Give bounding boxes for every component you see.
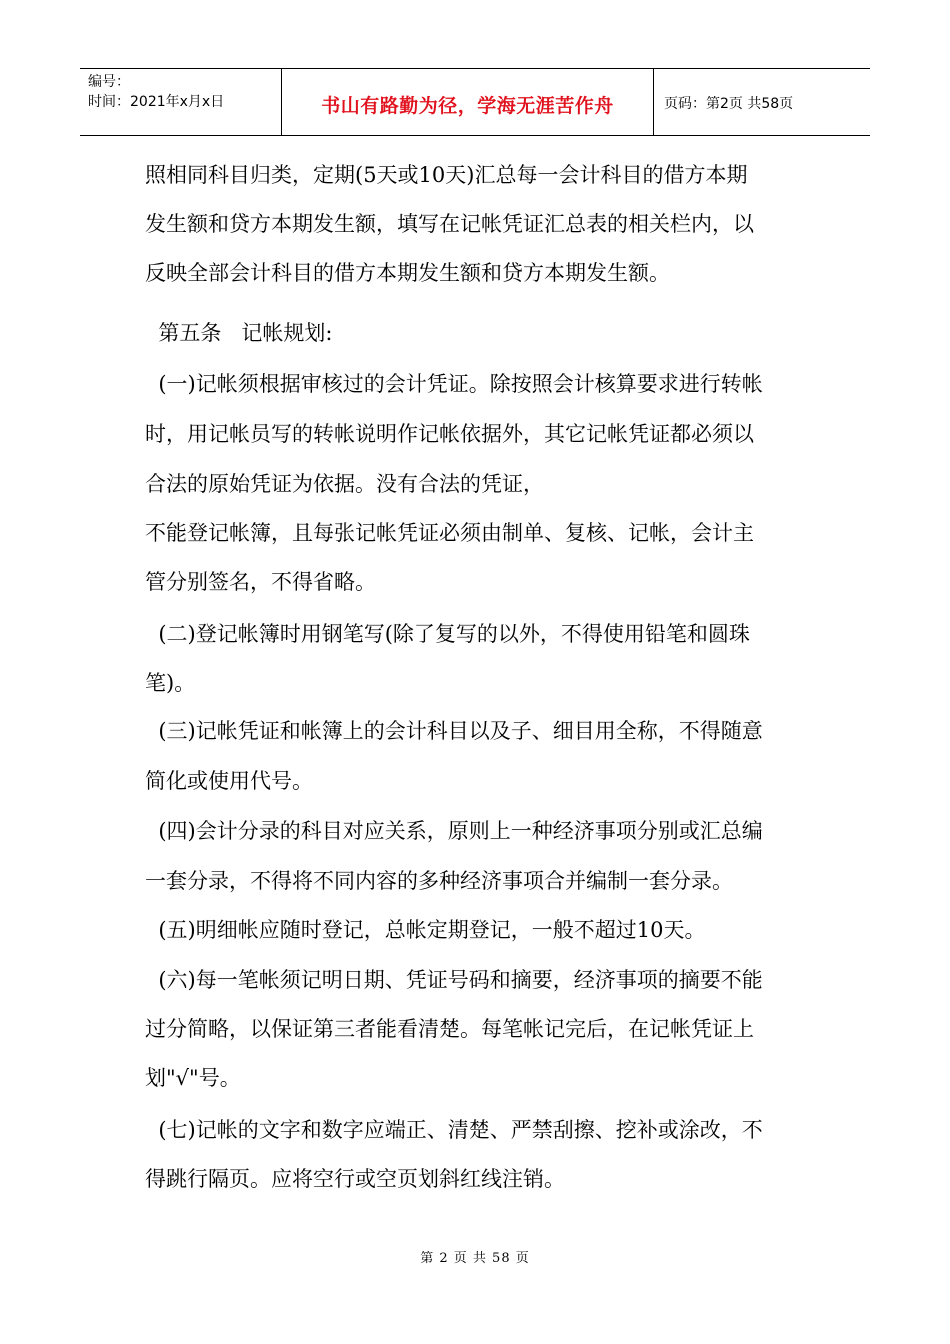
text-line: 时，用记帐员写的转帐说明作记帐依据外，其它记帐凭证都必须以 — [145, 422, 754, 446]
doc-number-label: 编号： — [88, 74, 130, 90]
text-line: 得跳行隔页。应将空行或空页划斜红线注销。 — [145, 1167, 565, 1191]
text-line: (二)登记帐簿时用钢笔写(除了复写的以外，不得使用铅笔和圆珠 — [145, 622, 750, 646]
page-header — [80, 68, 870, 136]
header-page-cell — [654, 69, 870, 135]
text-line: (三)记帐凭证和帐簿上的会计科目以及子、细目用全称，不得随意 — [145, 719, 763, 743]
text-line: 划"√"号。 — [145, 1066, 241, 1090]
text-line: 简化或使用代号。 — [145, 769, 313, 793]
header-motto: 书山有路勤为径，学海无涯苦作舟 — [321, 95, 614, 117]
page-footer: 第 2 页 共 58 页 — [420, 1251, 530, 1266]
text-line: 发生额和贷方本期发生额，填写在记帐凭证汇总表的相关栏内，以 — [145, 212, 754, 236]
text-line: (五)明细帐应随时登记，总帐定期登记，一般不超过10天。 — [145, 918, 706, 942]
text-line: (六)每一笔帐须记明日期、凭证号码和摘要，经济事项的摘要不能 — [145, 968, 763, 992]
text-line: 不能登记帐簿，且每张记帐凭证必须由制单、复核、记帐，会计主 — [145, 521, 754, 545]
text-line: 照相同科目归类，定期(5天或10天)汇总每一会计科目的借方本期 — [145, 163, 748, 187]
text-line: 笔)。 — [145, 671, 196, 695]
text-line: 过分简略，以保证第三者能看清楚。每笔帐记完后，在记帐凭证上 — [145, 1017, 754, 1041]
header-meta-cell — [80, 69, 282, 135]
header-motto-cell — [282, 69, 654, 135]
section-heading: 第五条 记帐规划: — [145, 321, 333, 345]
text-line: 一套分录，不得将不同内容的多种经济事项合并编制一套分录。 — [145, 869, 733, 893]
text-line: (四)会计分录的科目对应关系，原则上一种经济事项分别或汇总编 — [145, 819, 763, 843]
text-line: 反映全部会计科目的借方本期发生额和贷方本期发生额。 — [145, 261, 670, 285]
text-line: (一)记帐须根据审核过的会计凭证。除按照会计核算要求进行转帐 — [145, 372, 763, 396]
text-line: 管分别签名，不得省略。 — [145, 570, 376, 594]
text-line: (七)记帐的文字和数字应端正、清楚、严禁刮擦、挖补或涂改，不 — [145, 1118, 763, 1142]
header-page-info: 页码：第2页 共58页 — [664, 96, 794, 112]
text-line: 合法的原始凭证为依据。没有合法的凭证， — [145, 472, 544, 496]
doc-date-label: 时间：2021年x月x日 — [88, 94, 225, 110]
